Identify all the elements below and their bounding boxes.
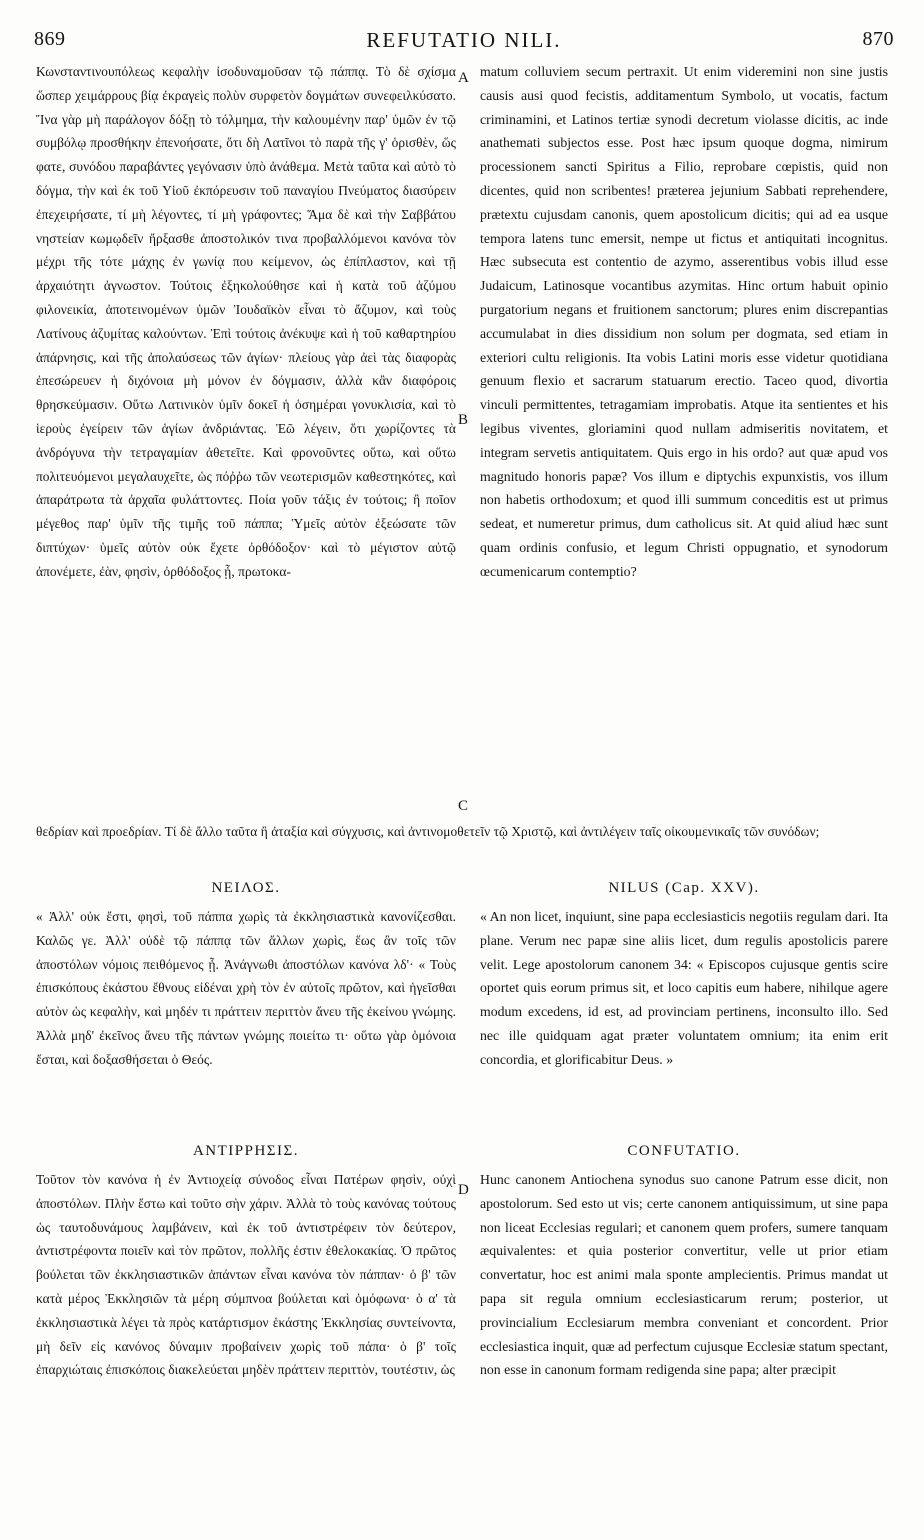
latin-column-top (480, 60, 888, 820)
page-number-right: 870 (862, 28, 894, 50)
latin-column-bottom (480, 1168, 888, 1528)
running-head (34, 28, 894, 54)
heading-neilos: ΝΕΙΛΟΣ. (211, 880, 281, 896)
greek-paragraph: Κωνσταντινουπόλεως κεφαλὴν ἰσοδυναμοῦσαν τῷ πάππᾳ. Τὸ δὲ σχίσμα ὥσπερ χειμάρρους βίᾳ ἐκραγεὶς πολὺν συρφετὸν δογμάτων συνεφειλκύσατο. Ἵνα γὰρ μὴ παράλογον δόξῃ τὸ τόλμημα, τὴν καλουμένην παρ' ὑμῶν ἐν τῷ συμβόλῳ προσθήκην ἐπενοήσατε, ὅτι δὴ Λατῖνοι τὸ παρὰ τῆς γ' ὁρισθὲν, ὥς φατε, συνόδου παραβάντες γεγόνασιν ὑπὸ ἀνάθεμα. Μετὰ ταῦτα καὶ αὐτὸ τὸ δόγμα, τὴν καὶ ἐκ τοῦ Υἱοῦ ἐκπόρευσιν τοῦ παναγίου Πνεύματος διασύρειν ἐπεχειρήσατε, τί μὴ λέγοντες, τί μὴ γράφοντες; Ἅμα δὲ καὶ τὴν Σαββάτου νηστείαν κωμῳδεῖν ἤρξασθε ἀποστολικόν τινα προβαλλόμενοι κανόνα τὸν μέχρι τῆς τότε μάχης ἐν γωνίᾳ που κείμενον, ὡς ἐπίπλαστον, καὶ τῇ ἀρχαιότητι ἀγνωστον. Τούτοις ἐξηκολούθησε καὶ ἡ κατὰ τοῦ ἀζύμου φιλονεικία, ἀποτεινομένων ὑμῶν Ἰουδαϊκὸν εἶναι τὸ ἄζυμον, καὶ τοὺς Λατίνους ἀζυμίτας καλούντων. Ἐπὶ τούτοις ἀνέκυψε καὶ ἡ τοῦ καθαρτηρίου ἀπάρνησις, καὶ τῆς ἀπολαύσεως τῶν ἁγίων· πλείους γὰρ ἀεὶ τὰς διαφορὰς ἐπεσώρευεν ἡ διχόνοια μὴ μόνον ἐν δόγμασιν, ἀλλὰ κἂν διαφόροις θρησκεύμασιν. Οὕτω Λατινικὸν ὑμῖν δοκεῖ ἡ ὁσημέραι γονυκλισία, καὶ τὸ ἱεροὺς ἐγείρειν τῶν ἁγίων ἀνδριάντας. Ἐῶ λέγειν, ὅτι χωρίζοντες τὰ ἀνδρόγυνα τὴν τετραγαμίαν ἀθετεῖτε. Καὶ φρονοῦντες οὕτω, καὶ οὕτω πολιτευόμενοι μεγαλαυχεῖτε, ὡς πόῤῥω τῶν νεωτερισμῶν καθεστηκότες, καὶ ἀπαράτρωτα τὰ ἀρχαῖα φυλάττοντες. Ποία γοῦν τάξις ἐν τούτοις; ἢ ποῖον μέγεθος παρ' ὑμῖν τῆς τιμῆς τοῦ πάππα; Ὑμεῖς αὐτὸν ἐξεώσατε τῶν διπτύχων· ὑμεῖς αὐτὸν οὐκ ἔχετε ὀρθόδοξον· καὶ τὸ μέγιστον αὐτῷ ἀπονέμετε, ἐὰν, φησὶν, ὀρθόδοξος ᾖ, πρωτοκα- (36, 64, 456, 579)
page-number-left: 869 (34, 28, 66, 50)
latin-paragraph: « An non licet, inquiunt, sine papa ecclesiasticis negotiis regulam dari. Ita plane. Verum nec papæ sine aliis licet, dum regulis apostolicis parere velit. Lege apostolorum canonem 34: « Episcopos cujusque gentis scire oportet quis eorum primus sit, et loco capitis eum habere, nihilque agere modum excedens, id est, ad provinciam pertinens, inconsulto illo. Sed nec ille quidquam agat præter voluntatem omnium; ita enim erit concordia, et glorificabitur Deus. » (480, 909, 888, 1067)
greek-paragraph: « Ἀλλ' οὐκ ἔστι, φησὶ, τοῦ πάππα χωρὶς τὰ ἐκκλησιαστικὰ κανονίζεσθαι. Καλῶς γε. Ἀλλ' οὐδὲ τῷ πάππᾳ τῶν ἄλλων χωρὶς, ἕως ἂν τοῖς τῶν ἀποστόλων νόμοις πειθόμενος ᾖ. Ἀνάγνωθι ἀποστόλων κανόνα λδ'· « Τοὺς ἐπισκόπους ἑκάστου ἔθνους εἰδέναι χρὴ τὸν ἐν αὐτοῖς πρῶτον, καὶ ἡγεῖσθαι αὐτὸν ὡς κεφαλὴν, καὶ μηδέν τι πράττειν περιττὸν ἄνευ τῆς ἐκείνου γνώμης. Ἀλλὰ μηδ' ἐκεῖνος ἄνευ τῆς πάντων γνώμης ποιείτω τι· οὕτω γὰρ ὁμόνοια ἔσται, καὶ δοξασθήσεται ὁ Θεός. (36, 909, 456, 1067)
margin-letter-b: B (458, 412, 469, 428)
margin-letter-d: D (458, 1182, 469, 1198)
latin-column-middle (480, 905, 888, 1141)
heading-confutatio: CONFUTATIO. (627, 1143, 741, 1159)
greek-paragraph: Τοῦτον τὸν κανόνα ἡ ἐν Ἀντιοχείᾳ σύνοδος εἶναι Πατέρων φησὶν, οὐχὶ ἀποστόλων. Πλὴν ἔστω καὶ τοῦτο σὴν χάριν. Ἀλλὰ τὸ τοὺς κανόνας τούτους ὡς ταυτοδυνάμους λαμβάνειν, καὶ ἐκ τοῦ ἀντιστρέφειν τὸν δεύτερον, ἀντιστρέφοντα ποιεῖν καὶ τὸν πρῶτον, πολλῆς ἐστιν ἐθελοκακίας. Ὁ πρῶτος βούλεται τῶν ἐκκλησιαστικῶν ἁπάντων εἶναι κανόνα τὸν πάππαν· ὁ β' τῶν κατὰ μέρος Ἐκκλησιῶν τὰ μέρη σύμπνοα βούλεται καὶ ὁμόφωνα· ὁ α' τὰ ἐκκλησιαστικὰ λέγει τὰ πρὸς κατάρτισμον ἑκάστης Ἐκκλησίας συντείνοντα, μὴ δεῖν εἰς κανόνος δύναμιν προβαίνειν χωρὶς τοῦ πάπα· ὁ β' τοῖς ἐπαρχιώταις ἐπισκόποις διακελεύεται μηδὲν πράττειν περιττὸν, τουτέστιν, ὡς (36, 1172, 456, 1378)
heading-nilus: NILUS (Cap. XXV). (608, 880, 760, 896)
margin-letter-c: C (458, 798, 469, 814)
greek-column-bottom (36, 1168, 456, 1528)
heading-antirrhesis: ΑΝΤΙΡΡΗΣΙΣ. (192, 1143, 300, 1159)
running-title: REFUTATIO NILI. (366, 28, 562, 52)
latin-paragraph: Hunc canonem Antiochena synodus suo canone Patrum esse dicit, non apostolorum. Sed esto ut vis; certe canonem antiquissimum, ut sine papa non liceat Ecclesias regulari; et canonem quem profers, sumere tanquam æquivalentes: et quia posterior convertitur, velle ut prior etiam convertatur, hoc est animi mala sponte amplecientis. Primus mandat ut papa sit regula omnium ecclesiasticarum rerum; posterior, ut provincialium Ecclesiarum membra conveniant et concordent. Prior ecclesiastica inquit, quæ ad perfectum cujusque Ecclesiæ statum spectant, non esse in canonum formam redigenda sine papa; alter præcipit (480, 1172, 888, 1378)
greek-column-middle (36, 905, 456, 1141)
latin-paragraph: matum colluviem secum pertraxit. Ut enim videremini non sine justis causis ausi quod fecistis, additamentum Symbolo, ut vocatis, factum criminamini, et Latinos tertiæ synodi decretum violasse dicitis, ac inde anathemati subjectos esse. Post hæc ipsum quoque dogma, nimirum processionem sancti Spiritus a Filio, reprobare cœpistis, quid non dicentes, quid non scribentes! præterea jejunium Sabbati reprehendere, prætextu cujusdam canonis, quem apostolicum dicitis; qui ad ea usque tempora latens tunc emersit, nempe ut fictus et antiquitati incognitus. Hæc subsecuta est contentio de azymo, asserentibus vobis illud esse Judaicum, Latinosque vocantibus azymitas. Hinc ortum habuit opinio purgatorium negans et fruitionem sanctorum; plures enim discrepantias accumulabat in dies dissidium non solum per dogmata, sed etiam in exteriori cultu religionis. Ita vobis Latini moris esse videtur quotidiana genuum flexio et sacrarum statuarum erectio. Taceo quod, divortia vinculi permittentes, tetragamiam improbatis. Atque ita sentientes et his legibus viventes, gloriamini quod nullam admiseritis novitatem, et integram servetis antiquitatem. Quis ergo in his ordo? aut quæ apud vos magnitudo honoris papæ? Vos illum e diptychis expunxistis, vos illum non habetis orthodoxum; et quod illi summum conceditis est ut primus sedeat, et numeretur primus, dum catholicus sit. At quid aliud hæc sunt quam ordinis confusio, et legum Christi oppugnatio, et synodorum œcumenicarum contemptio? (480, 64, 888, 579)
greek-paragraph-span: θεδρίαν καὶ προεδρίαν. Τί δὲ ἄλλο ταῦτα ἢ ἀταξία καὶ σύγχυσις, καὶ ἀντινομοθετεῖν τῷ Χριστῷ, καὶ ἀντιλέγειν ταῖς οἰκουμενικαῖς τῶν συνόδων; (36, 824, 820, 839)
greek-column-top (36, 60, 456, 820)
margin-letter-a: A (458, 70, 469, 86)
greek-spanning-line (36, 820, 888, 844)
